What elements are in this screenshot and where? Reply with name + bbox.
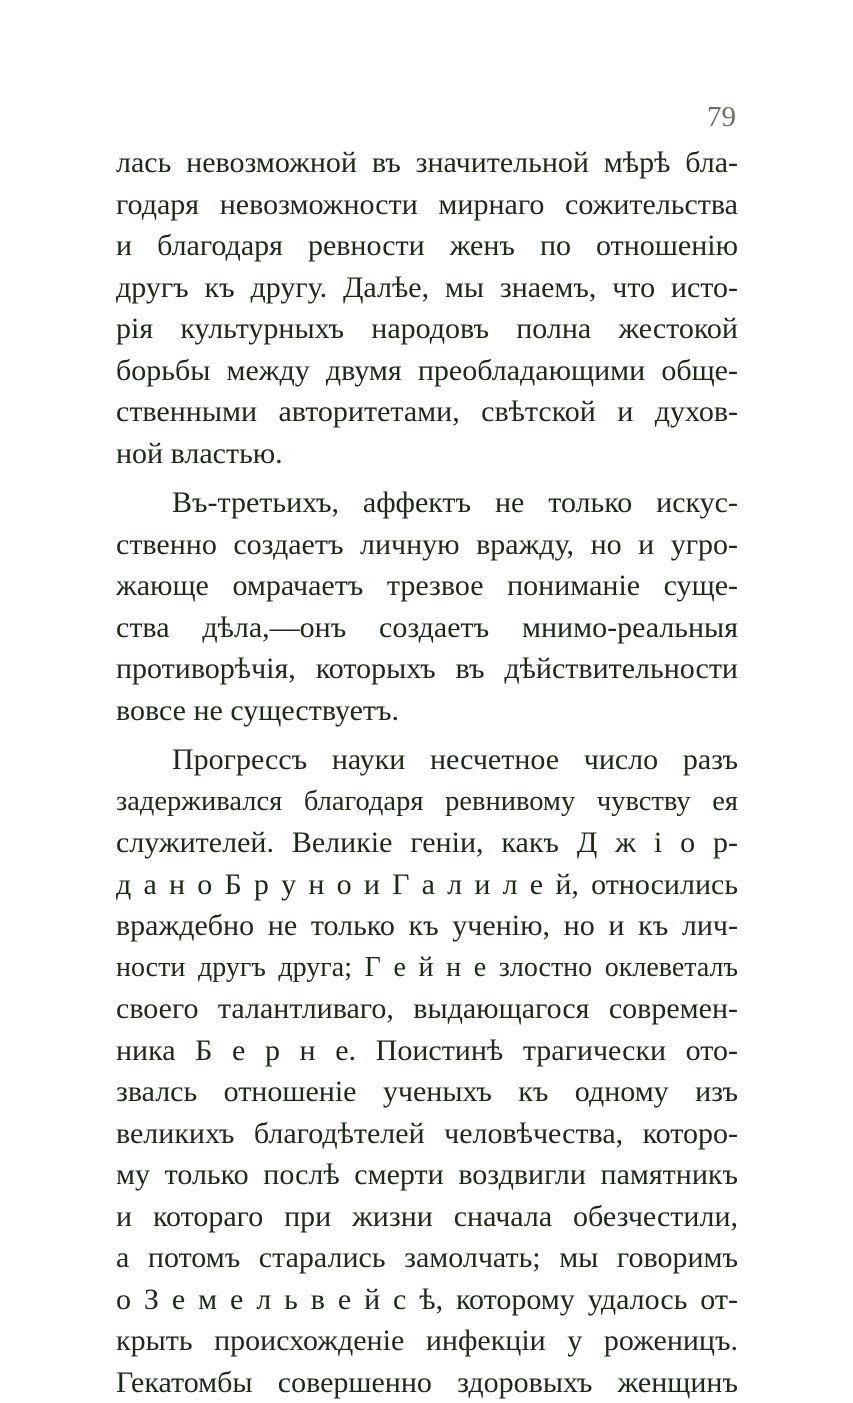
paragraph-2 (116, 482, 738, 731)
page-number: 79 (707, 101, 736, 134)
paragraph-3 (116, 739, 738, 1403)
text-line: крыть происхожденіе инфекціи у роженицъ. (116, 1320, 738, 1362)
text-line: ности другъ друга; Г е й н е злостно оклеветалъ (116, 947, 738, 989)
text-line: а потомъ старались замолчать; мы говоримъ (116, 1237, 738, 1279)
text-line: рія культурныхъ народовъ полна жестокой (116, 308, 738, 350)
text-line: му только послѣ смерти воздвигли памятникъ (116, 1154, 738, 1196)
text-line: Гекатомбы совершенно здоровыхъ женщинъ (116, 1362, 738, 1403)
text-line: ства дѣла,—онъ создаетъ мнимо-реальныя (116, 607, 738, 649)
text-line: служителей. Великіе геніи, какъ Д ж і о р- (116, 822, 738, 864)
text-line: противорѣчія, которыхъ въ дѣйствительности (116, 648, 738, 690)
body-text (116, 142, 738, 1403)
text-line: ственными авторитетами, свѣтской и духов- (116, 391, 738, 433)
text-line: задерживался благодаря ревнивому чувству ея (116, 781, 738, 823)
text-line: жающе омрачаетъ трезвое пониманіе суще- (116, 565, 738, 607)
text-line: борьбы между двумя преобладающими обще- (116, 350, 738, 392)
text-line: великихъ благодѣтелей человѣчества, которо- (116, 1113, 738, 1155)
text-line: звалсь отношеніе ученыхъ къ одному изъ (116, 1071, 738, 1113)
text-line: своего талантливаго, выдающагося современ- (116, 988, 738, 1030)
text-line: враждебно не только къ ученію, но и къ лич- (116, 905, 738, 947)
text-line: д а н о Б р у н о и Г а л и л е й, относились (116, 864, 738, 906)
text-line: лась невозможной въ значительной мѣрѣ бла- (116, 142, 738, 184)
text-line: ника Б е р н е. Поистинѣ трагически ото- (116, 1030, 738, 1072)
text-line: годаря невозможности мирнаго сожительства (116, 184, 738, 226)
text-line: и котораго при жизни сначала обезчестили, (116, 1196, 738, 1238)
text-line: ственно создаетъ личную вражду, но и угро- (116, 524, 738, 566)
text-line: вовсе не существуетъ. (116, 690, 738, 732)
text-line: другъ къ другу. Далѣе, мы знаемъ, что исто- (116, 267, 738, 309)
text-line: Прогрессъ науки несчетное число разъ (116, 739, 738, 781)
text-line: о З е м е л ь в е й с ѣ, которому удалось от- (116, 1279, 738, 1321)
text-line: ной властью. (116, 433, 738, 475)
text-line: и благодаря ревности женъ по отношенію (116, 225, 738, 267)
paragraph-1 (116, 142, 738, 474)
text-line: Въ-третьихъ, аффектъ не только искус- (116, 482, 738, 524)
